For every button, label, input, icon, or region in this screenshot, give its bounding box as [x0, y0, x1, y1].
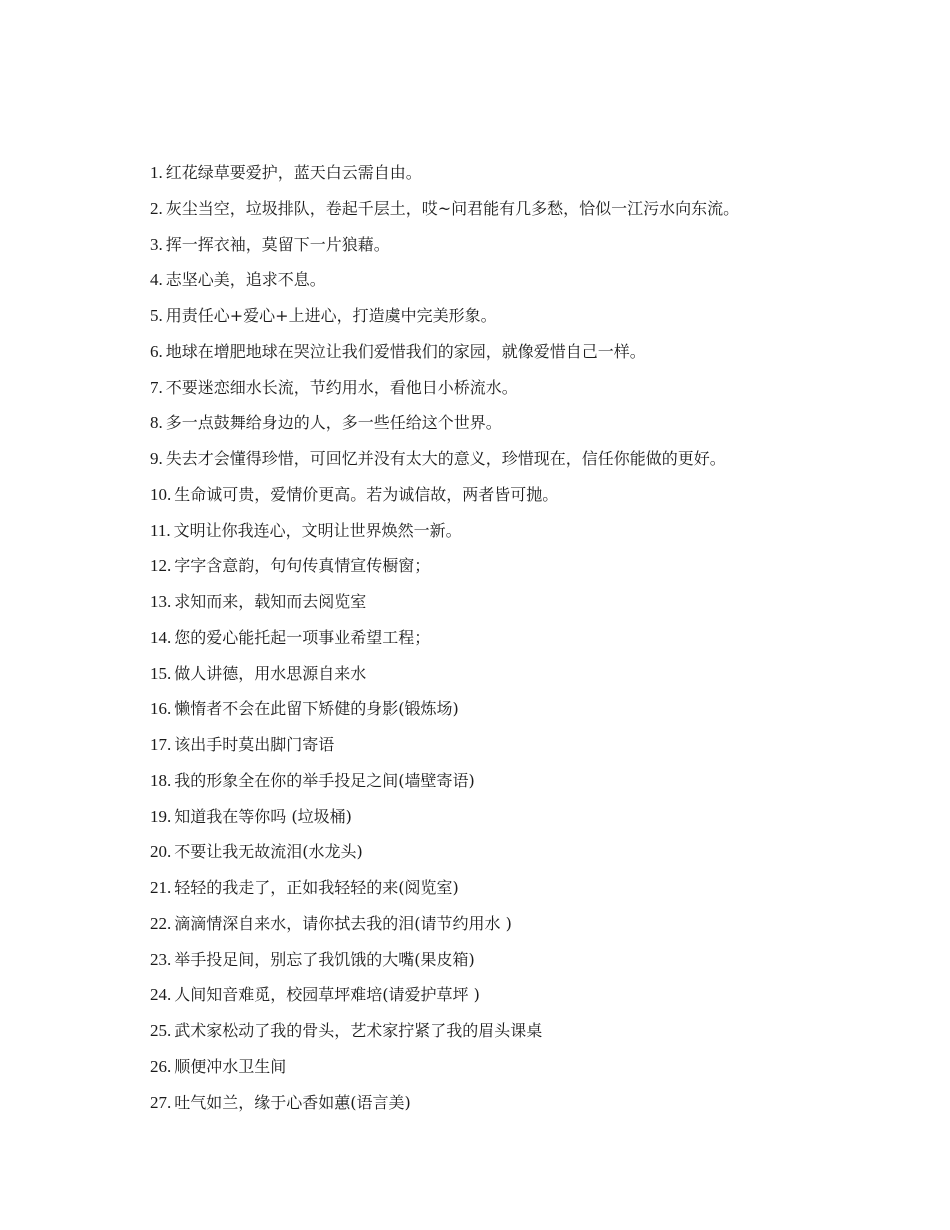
- list-item: [150, 662, 870, 698]
- item-text: 我的形象全在你的举手投足之间(墙壁寄语): [174, 770, 475, 790]
- list-item: [150, 483, 870, 519]
- item-text: 不要让我无故流泪(水龙头): [174, 842, 363, 862]
- item-number: 8.: [150, 413, 163, 433]
- item-number: 2.: [150, 198, 163, 218]
- list-item: [150, 733, 870, 769]
- list-item: [150, 304, 870, 340]
- slogan-list: [150, 161, 870, 1126]
- item-number: 7.: [150, 377, 163, 397]
- list-item: [150, 519, 870, 555]
- list-item: [150, 233, 870, 269]
- list-item: [150, 769, 870, 805]
- item-number: 21.: [150, 878, 172, 897]
- item-text: 吐气如兰，缘于心香如蕙(语言美): [174, 1092, 411, 1112]
- item-text: 知道我在等你吗 (垃圾桶): [174, 806, 352, 826]
- item-text: 顺便冲水卫生间: [174, 1056, 287, 1076]
- item-number: 18.: [150, 770, 172, 790]
- item-number: 11.: [150, 520, 171, 540]
- item-text: 挥一挥衣袖，莫留下一片狼藉。: [165, 234, 390, 254]
- list-item: [150, 948, 870, 984]
- item-text: 您的爱心能托起一项事业希望工程；: [174, 627, 431, 647]
- item-number: 27.: [150, 1092, 172, 1112]
- list-item: [150, 697, 870, 733]
- list-item: [150, 376, 870, 412]
- item-text: 不要迷恋细水长流，节约用水，看他日小桥流水。: [165, 377, 518, 397]
- item-text: 用责任心+爱心+上进心，打造虞中完美形象。: [165, 306, 497, 325]
- list-item: [150, 590, 870, 626]
- item-text: 地球在增肥地球在哭泣让我们爱惜我们的家园，就像爱惜自己一样。: [165, 341, 646, 361]
- list-item: [150, 554, 870, 590]
- item-text: 灰尘当空，垃圾排队，卷起千层土，哎~问君能有几多愁，恰似一江污水向东流。: [165, 198, 740, 218]
- item-text: 懒惰者不会在此留下矫健的身影(锻炼场): [174, 699, 459, 719]
- list-item: [150, 161, 870, 197]
- list-item: [150, 411, 870, 447]
- item-number: 25.: [150, 1021, 172, 1040]
- item-number: 5.: [150, 306, 163, 325]
- item-number: 22.: [150, 913, 172, 933]
- item-number: 3.: [150, 234, 163, 254]
- list-item: [150, 876, 870, 912]
- list-item: [150, 1091, 870, 1127]
- item-text: 失去才会懂得珍惜，可回忆并没有太大的意义，珍惜现在，信任你能做的更好。: [165, 449, 726, 468]
- item-number: 4.: [150, 270, 163, 290]
- list-item: [150, 340, 870, 376]
- list-item: [150, 197, 870, 233]
- list-item: [150, 983, 870, 1019]
- item-text: 轻轻的我走了，正如我轻轻的来(阅览室): [174, 878, 459, 897]
- item-number: 12.: [150, 556, 172, 576]
- item-text: 做人讲德，用水思源自来水: [174, 663, 367, 683]
- item-number: 10.: [150, 484, 172, 504]
- item-number: 14.: [150, 627, 172, 647]
- item-number: 6.: [150, 341, 163, 361]
- item-number: 26.: [150, 1056, 172, 1076]
- item-number: 16.: [150, 699, 172, 719]
- item-text: 求知而来，载知而去阅览室: [174, 592, 367, 611]
- list-item: [150, 1019, 870, 1055]
- list-item: [150, 840, 870, 876]
- item-number: 1.: [150, 163, 163, 182]
- list-item: [150, 626, 870, 662]
- list-item: [150, 912, 870, 948]
- item-text: 武术家松动了我的骨头，艺术家拧紧了我的眉头课桌: [174, 1021, 543, 1040]
- item-text: 举手投足间，别忘了我饥饿的大嘴(果皮箱): [174, 949, 475, 969]
- item-text: 文明让你我连心，文明让世界焕然一新。: [173, 520, 462, 540]
- item-text: 该出手时莫出脚门寄语: [174, 735, 335, 754]
- item-text: 人间知音难觅，校园草坪难培(请爱护草坪 ): [174, 985, 480, 1005]
- item-number: 13.: [150, 592, 172, 611]
- item-text: 红花绿草要爱护，蓝天白云需自由。: [165, 163, 422, 182]
- item-text: 志坚心美，追求不息。: [165, 270, 326, 290]
- list-item: [150, 805, 870, 841]
- list-item: [150, 447, 870, 483]
- item-text: 字字含意韵，句句传真情宣传橱窗；: [174, 556, 431, 576]
- item-number: 15.: [150, 663, 172, 683]
- item-number: 9.: [150, 449, 163, 468]
- list-item: [150, 1055, 870, 1091]
- item-number: 23.: [150, 949, 172, 969]
- item-number: 19.: [150, 806, 172, 826]
- item-text: 多一点鼓舞给身边的人，多一些任给这个世界。: [165, 413, 502, 433]
- item-number: 24.: [150, 985, 172, 1005]
- item-number: 17.: [150, 735, 172, 754]
- list-item: [150, 268, 870, 304]
- item-number: 20.: [150, 842, 172, 862]
- item-text: 滴滴情深自来水，请你拭去我的泪(请节约用水 ): [174, 913, 512, 933]
- item-text: 生命诚可贵，爱情价更高。若为诚信故，两者皆可抛。: [174, 484, 559, 504]
